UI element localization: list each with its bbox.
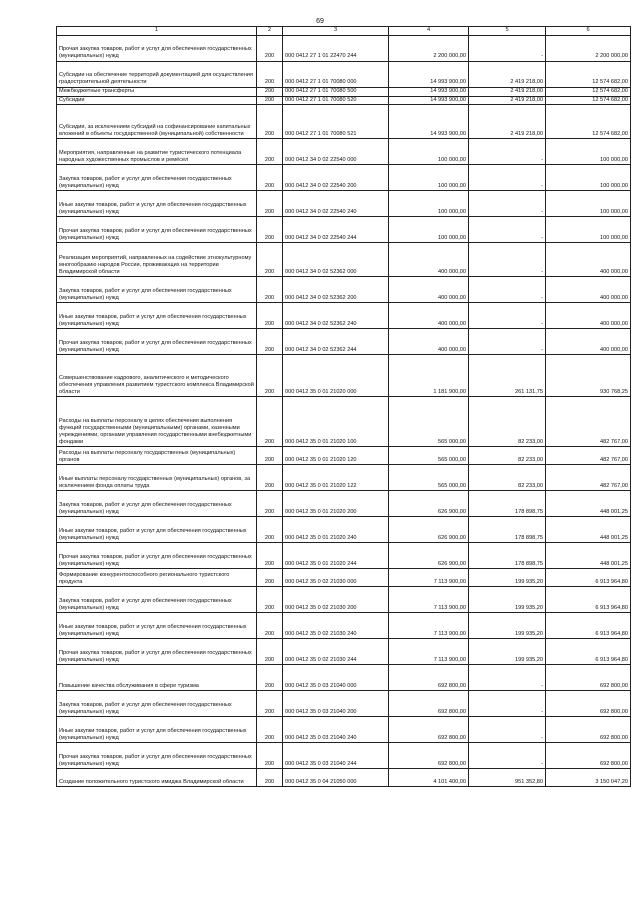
table-row (57, 329, 631, 355)
line-code-cell: 200 (257, 329, 283, 355)
approved-amount-cell: 400 000,00 (389, 329, 469, 355)
line-code-cell: 200 (257, 35, 283, 61)
column-number: 4 (389, 27, 469, 36)
expense-name-cell: Закупка товаров, работ и услуг для обеспечения государственных (муниципальных) нужд (57, 277, 257, 303)
expense-name-cell: Реализация мероприятий, направленных на содействие этнокультурному многообразию народов России, проживающих на территории Владимирской области (57, 243, 257, 277)
approved-amount-cell: 7 113 900,00 (389, 569, 469, 587)
expense-name-cell: Закупка товаров, работ и услуг для обеспечения государственных (муниципальных) нужд (57, 691, 257, 717)
unexecuted-amount-cell: 12 574 682,00 (546, 87, 631, 96)
budget-classification-code-cell: 000 0412 27 1 01 70080 000 (283, 61, 389, 87)
expense-name-cell: Мероприятия, направленные на развитие туристического потенциала народных художественных промыслов и ремёсел (57, 139, 257, 165)
expense-name-cell: Прочая закупка товаров, работ и услуг для обеспечения государственных (муниципальных) нужд (57, 329, 257, 355)
executed-amount-cell: - (469, 303, 546, 329)
unexecuted-amount-cell: 100 000,00 (546, 165, 631, 191)
expense-name-cell: Субсидии (57, 96, 257, 105)
line-code-cell: 200 (257, 397, 283, 447)
unexecuted-amount-cell: 12 574 682,00 (546, 61, 631, 87)
expense-name-cell: Закупка товаров, работ и услуг для обеспечения государственных (муниципальных) нужд (57, 491, 257, 517)
table-row (57, 191, 631, 217)
expense-name-cell: Субсидии на обеспечение территорий документацией для осуществления градостроительной деятельности (57, 61, 257, 87)
expense-name-cell: Закупка товаров, работ и услуг для обеспечения государственных (муниципальных) нужд (57, 587, 257, 613)
table-row (57, 691, 631, 717)
budget-classification-code-cell: 000 0412 34 0 02 52362 244 (283, 329, 389, 355)
column-number: 3 (283, 27, 389, 36)
budget-classification-code-cell: 000 0412 35 0 01 21020 200 (283, 491, 389, 517)
approved-amount-cell: 14 993 900,00 (389, 96, 469, 105)
table-row (57, 743, 631, 769)
budget-classification-code-cell: 000 0412 34 0 02 52362 200 (283, 277, 389, 303)
expense-name-cell: Прочая закупка товаров, работ и услуг для обеспечения государственных (муниципальных) нужд (57, 217, 257, 243)
approved-amount-cell: 400 000,00 (389, 303, 469, 329)
approved-amount-cell: 565 000,00 (389, 447, 469, 465)
line-code-cell: 200 (257, 165, 283, 191)
line-code-cell: 200 (257, 465, 283, 491)
budget-classification-code-cell: 000 0412 34 0 02 52362 000 (283, 243, 389, 277)
table-row (57, 491, 631, 517)
line-code-cell: 200 (257, 139, 283, 165)
executed-amount-cell: 199 935,20 (469, 587, 546, 613)
unexecuted-amount-cell: 692 800,00 (546, 665, 631, 691)
expense-name-cell: Иные закупки товаров, работ и услуг для обеспечения государственных (муниципальных) нужд (57, 517, 257, 543)
table-row (57, 587, 631, 613)
unexecuted-amount-cell: 6 913 964,80 (546, 613, 631, 639)
budget-classification-code-cell: 000 0412 35 0 02 21030 000 (283, 569, 389, 587)
unexecuted-amount-cell: 448 001,25 (546, 517, 631, 543)
budget-classification-code-cell: 000 0412 35 0 03 21040 000 (283, 665, 389, 691)
table-row (57, 769, 631, 787)
approved-amount-cell: 14 993 900,00 (389, 105, 469, 139)
approved-amount-cell: 692 800,00 (389, 743, 469, 769)
unexecuted-amount-cell: 692 800,00 (546, 717, 631, 743)
unexecuted-amount-cell: 6 913 964,80 (546, 587, 631, 613)
line-code-cell: 200 (257, 743, 283, 769)
expense-name-cell: Прочая закупка товаров, работ и услуг для обеспечения государственных (муниципальных) нужд (57, 639, 257, 665)
approved-amount-cell: 100 000,00 (389, 217, 469, 243)
table-row (57, 87, 631, 96)
executed-amount-cell: - (469, 243, 546, 277)
expense-name-cell: Межбюджетные трансферты (57, 87, 257, 96)
expense-name-cell: Прочая закупка товаров, работ и услуг для обеспечения государственных (муниципальных) нужд (57, 35, 257, 61)
line-code-cell: 200 (257, 517, 283, 543)
table-row (57, 639, 631, 665)
table-row (57, 217, 631, 243)
expense-name-cell: Субсидии, за исключением субсидий на софинансирование капитальных вложений в объекты государственной (муниципальной) собственности (57, 105, 257, 139)
executed-amount-cell: - (469, 165, 546, 191)
executed-amount-cell: - (469, 191, 546, 217)
budget-classification-code-cell: 000 0412 35 0 02 21030 200 (283, 587, 389, 613)
executed-amount-cell: 178 898,75 (469, 491, 546, 517)
table-row (57, 717, 631, 743)
budget-classification-code-cell: 000 0412 35 0 01 21020 120 (283, 447, 389, 465)
executed-amount-cell: 951 352,80 (469, 769, 546, 787)
line-code-cell: 200 (257, 491, 283, 517)
line-code-cell: 200 (257, 191, 283, 217)
table-row (57, 105, 631, 139)
expense-name-cell: Повышение качества обслуживания в сфере туризма (57, 665, 257, 691)
budget-classification-code-cell: 000 0412 27 1 01 70080 520 (283, 96, 389, 105)
line-code-cell: 200 (257, 277, 283, 303)
line-code-cell: 200 (257, 639, 283, 665)
budget-classification-code-cell: 000 0412 35 0 01 21020 240 (283, 517, 389, 543)
line-code-cell: 200 (257, 569, 283, 587)
budget-classification-code-cell: 000 0412 34 0 02 22540 240 (283, 191, 389, 217)
executed-amount-cell: - (469, 329, 546, 355)
unexecuted-amount-cell: 692 800,00 (546, 691, 631, 717)
expense-name-cell: Создание положительного туристского имиджа Владимирской области (57, 769, 257, 787)
budget-classification-code-cell: 000 0412 35 0 03 21040 244 (283, 743, 389, 769)
executed-amount-cell: 82 233,00 (469, 465, 546, 491)
unexecuted-amount-cell: 3 150 047,20 (546, 769, 631, 787)
expense-name-cell: Иные закупки товаров, работ и услуг для обеспечения государственных (муниципальных) нужд (57, 613, 257, 639)
line-code-cell: 200 (257, 665, 283, 691)
executed-amount-cell: 199 935,20 (469, 569, 546, 587)
column-numbers-row (57, 27, 631, 36)
unexecuted-amount-cell: 482 767,00 (546, 447, 631, 465)
page-number: 69 (316, 18, 324, 25)
table-row (57, 569, 631, 587)
approved-amount-cell: 626 900,00 (389, 517, 469, 543)
executed-amount-cell: 199 935,20 (469, 613, 546, 639)
expense-name-cell: Иные закупки товаров, работ и услуг для обеспечения государственных (муниципальных) нужд (57, 191, 257, 217)
expense-name-cell: Иные выплаты персоналу государственных (муниципальных) органов, за исключением фонда оплаты труда (57, 465, 257, 491)
approved-amount-cell: 626 900,00 (389, 543, 469, 569)
approved-amount-cell: 692 800,00 (389, 717, 469, 743)
table-row (57, 165, 631, 191)
unexecuted-amount-cell: 692 800,00 (546, 743, 631, 769)
approved-amount-cell: 2 200 000,00 (389, 35, 469, 61)
unexecuted-amount-cell: 482 767,00 (546, 397, 631, 447)
executed-amount-cell: - (469, 691, 546, 717)
unexecuted-amount-cell: 12 574 682,00 (546, 96, 631, 105)
unexecuted-amount-cell: 100 000,00 (546, 191, 631, 217)
budget-classification-code-cell: 000 0412 27 1 01 70080 500 (283, 87, 389, 96)
executed-amount-cell: 82 233,00 (469, 397, 546, 447)
unexecuted-amount-cell: 400 000,00 (546, 277, 631, 303)
executed-amount-cell: 2 419 218,00 (469, 87, 546, 96)
unexecuted-amount-cell: 448 001,25 (546, 491, 631, 517)
executed-amount-cell: - (469, 217, 546, 243)
executed-amount-cell: 261 131,75 (469, 355, 546, 397)
approved-amount-cell: 400 000,00 (389, 243, 469, 277)
approved-amount-cell: 100 000,00 (389, 191, 469, 217)
line-code-cell: 200 (257, 87, 283, 96)
budget-classification-code-cell: 000 0412 35 0 02 21030 240 (283, 613, 389, 639)
line-code-cell: 200 (257, 217, 283, 243)
line-code-cell: 200 (257, 105, 283, 139)
budget-table (56, 26, 631, 787)
table-row (57, 355, 631, 397)
expense-name-cell: Иные закупки товаров, работ и услуг для обеспечения государственных (муниципальных) нужд (57, 717, 257, 743)
unexecuted-amount-cell: 2 200 000,00 (546, 35, 631, 61)
executed-amount-cell: - (469, 743, 546, 769)
line-code-cell: 200 (257, 769, 283, 787)
expense-name-cell: Иные закупки товаров, работ и услуг для обеспечения государственных (муниципальных) нужд (57, 303, 257, 329)
unexecuted-amount-cell: 400 000,00 (546, 243, 631, 277)
column-number: 6 (546, 27, 631, 36)
budget-classification-code-cell: 000 0412 35 0 04 21050 000 (283, 769, 389, 787)
approved-amount-cell: 4 101 400,00 (389, 769, 469, 787)
table-row (57, 543, 631, 569)
expense-name-cell: Расходы на выплаты персоналу в целях обеспечения выполнения функций государственными (муниципальными) органами, казенными учреждениями, органами управления государственными внебюджетными фондами (57, 397, 257, 447)
budget-classification-code-cell: 000 0412 34 0 02 22540 000 (283, 139, 389, 165)
line-code-cell: 200 (257, 303, 283, 329)
executed-amount-cell: 82 233,00 (469, 447, 546, 465)
unexecuted-amount-cell: 100 000,00 (546, 217, 631, 243)
budget-classification-code-cell: 000 0412 35 0 03 21040 240 (283, 717, 389, 743)
approved-amount-cell: 100 000,00 (389, 139, 469, 165)
executed-amount-cell: 178 898,75 (469, 517, 546, 543)
approved-amount-cell: 626 900,00 (389, 491, 469, 517)
budget-classification-code-cell: 000 0412 27 1 01 70080 521 (283, 105, 389, 139)
table-row (57, 277, 631, 303)
table-row (57, 397, 631, 447)
unexecuted-amount-cell: 930 768,25 (546, 355, 631, 397)
budget-classification-code-cell: 000 0412 34 0 02 22540 244 (283, 217, 389, 243)
table-row (57, 517, 631, 543)
expense-name-cell: Расходы на выплаты персоналу государственных (муниципальных) органов (57, 447, 257, 465)
executed-amount-cell: - (469, 665, 546, 691)
column-number: 1 (57, 27, 257, 36)
column-number: 2 (257, 27, 283, 36)
line-code-cell: 200 (257, 243, 283, 277)
budget-classification-code-cell: 000 0412 35 0 01 21020 244 (283, 543, 389, 569)
budget-classification-code-cell: 000 0412 35 0 01 21020 000 (283, 355, 389, 397)
executed-amount-cell: 178 898,75 (469, 543, 546, 569)
approved-amount-cell: 100 000,00 (389, 165, 469, 191)
line-code-cell: 200 (257, 96, 283, 105)
executed-amount-cell: 2 419 218,00 (469, 61, 546, 87)
unexecuted-amount-cell: 400 000,00 (546, 329, 631, 355)
executed-amount-cell: - (469, 35, 546, 61)
approved-amount-cell: 400 000,00 (389, 277, 469, 303)
table-row (57, 303, 631, 329)
expense-name-cell: Совершенствование кадрового, аналитического и методического обеспечения управления развитием туристского комплекса Владимирской области (57, 355, 257, 397)
table-row (57, 447, 631, 465)
line-code-cell: 200 (257, 543, 283, 569)
executed-amount-cell: - (469, 139, 546, 165)
approved-amount-cell: 692 800,00 (389, 691, 469, 717)
approved-amount-cell: 7 113 900,00 (389, 587, 469, 613)
budget-classification-code-cell: 000 0412 35 0 01 21020 100 (283, 397, 389, 447)
expense-name-cell: Формирование конкурентоспособного регионального туристского продукта (57, 569, 257, 587)
unexecuted-amount-cell: 100 000,00 (546, 139, 631, 165)
approved-amount-cell: 14 993 900,00 (389, 87, 469, 96)
executed-amount-cell: - (469, 717, 546, 743)
table-row (57, 35, 631, 61)
unexecuted-amount-cell: 448 001,25 (546, 543, 631, 569)
budget-classification-code-cell: 000 0412 34 0 02 52362 240 (283, 303, 389, 329)
approved-amount-cell: 14 993 900,00 (389, 61, 469, 87)
expense-name-cell: Прочая закупка товаров, работ и услуг для обеспечения государственных (муниципальных) нужд (57, 743, 257, 769)
executed-amount-cell: - (469, 277, 546, 303)
expense-name-cell: Закупка товаров, работ и услуг для обеспечения государственных (муниципальных) нужд (57, 165, 257, 191)
approved-amount-cell: 692 800,00 (389, 665, 469, 691)
budget-classification-code-cell: 000 0412 35 0 01 21020 122 (283, 465, 389, 491)
table-row (57, 613, 631, 639)
approved-amount-cell: 565 000,00 (389, 465, 469, 491)
table-row (57, 139, 631, 165)
approved-amount-cell: 7 113 900,00 (389, 639, 469, 665)
unexecuted-amount-cell: 12 574 682,00 (546, 105, 631, 139)
approved-amount-cell: 1 181 900,00 (389, 355, 469, 397)
expense-name-cell: Прочая закупка товаров, работ и услуг для обеспечения государственных (муниципальных) нужд (57, 543, 257, 569)
line-code-cell: 200 (257, 613, 283, 639)
budget-classification-code-cell: 000 0412 35 0 02 21030 244 (283, 639, 389, 665)
table-row (57, 61, 631, 87)
budget-classification-code-cell: 000 0412 27 1 01 22470 244 (283, 35, 389, 61)
budget-classification-code-cell: 000 0412 35 0 03 21040 200 (283, 691, 389, 717)
unexecuted-amount-cell: 6 913 964,80 (546, 569, 631, 587)
approved-amount-cell: 565 000,00 (389, 397, 469, 447)
table-row (57, 465, 631, 491)
line-code-cell: 200 (257, 717, 283, 743)
executed-amount-cell: 2 419 218,00 (469, 105, 546, 139)
line-code-cell: 200 (257, 61, 283, 87)
table-row (57, 96, 631, 105)
table-row (57, 243, 631, 277)
approved-amount-cell: 7 113 900,00 (389, 613, 469, 639)
line-code-cell: 200 (257, 447, 283, 465)
executed-amount-cell: 199 935,20 (469, 639, 546, 665)
executed-amount-cell: 2 419 218,00 (469, 96, 546, 105)
line-code-cell: 200 (257, 355, 283, 397)
table-row (57, 665, 631, 691)
budget-classification-code-cell: 000 0412 34 0 02 22540 200 (283, 165, 389, 191)
line-code-cell: 200 (257, 587, 283, 613)
column-number: 5 (469, 27, 546, 36)
line-code-cell: 200 (257, 691, 283, 717)
unexecuted-amount-cell: 482 767,00 (546, 465, 631, 491)
unexecuted-amount-cell: 6 913 964,80 (546, 639, 631, 665)
unexecuted-amount-cell: 400 000,00 (546, 303, 631, 329)
